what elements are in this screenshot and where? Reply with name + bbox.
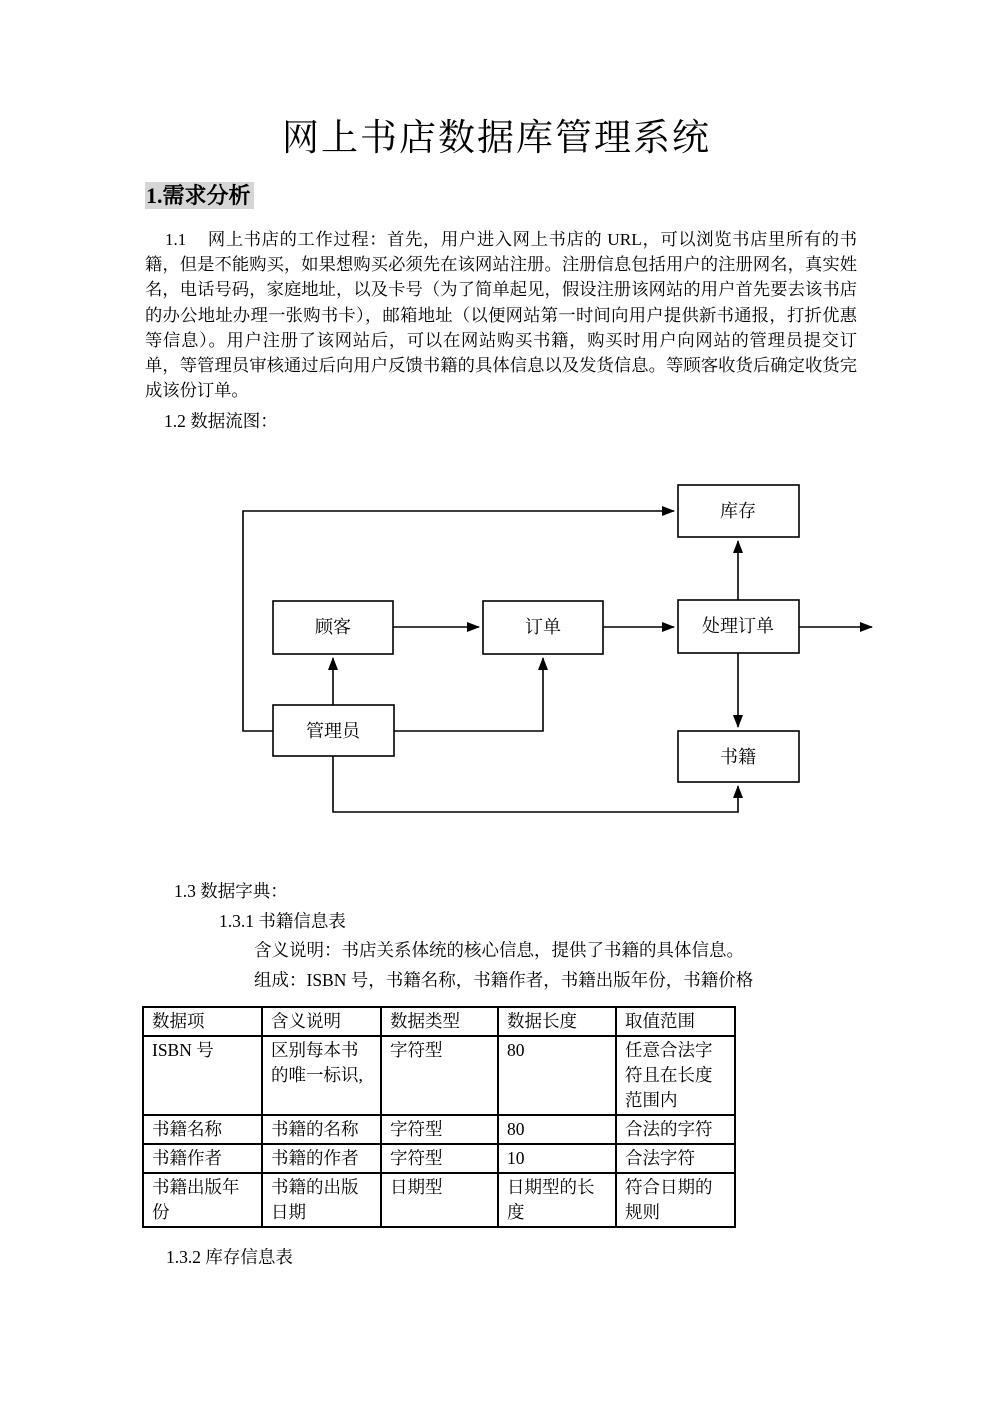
table-row (143, 1144, 735, 1173)
table-cell: 合法的字符 (616, 1115, 735, 1144)
table-cell: 区别每本书的唯一标识, (262, 1036, 381, 1115)
table-cell: 合法字符 (616, 1144, 735, 1173)
table-cell: 字符型 (381, 1115, 498, 1144)
heading-1-2-dataflow: 1.2 数据流图： (164, 411, 278, 431)
table-row (143, 1173, 735, 1227)
document-title: 网上书店数据库管理系统 (282, 118, 711, 159)
diagram-node-process-order (678, 600, 799, 653)
table-cell: 80 (498, 1115, 616, 1144)
paragraph-text: 网上书店的工作过程：首先，用户进入网上书店的 URL，可以浏览书店里所有的书籍，但是不能购买，如果想购买必须先在该网站注册。注册信息包括用户的注册网名，真实姓名，电话号码，家庭地址，以及卡号（为了简单起见，假设注册该网站的用户首先要去该书店的办公地址办理一张购书卡），邮箱地址（以便网站第一时间向用户提供新书通报，打折优惠等信息）。用户注册了该网站后，可以在网站购买书籍，购买时用户向网站的管理员提交订单，等管理员审核通过后向用户反馈书籍的具体信息以及发货信息。等顾客收货后确定收货完成该份订单。 (145, 230, 857, 401)
diagram-node-admin (273, 705, 394, 756)
table-cell: 日期型的长度 (498, 1173, 616, 1227)
table-cell: 10 (498, 1144, 616, 1173)
heading-1-3-dictionary: 1.3 数据字典： (174, 881, 288, 901)
table-header-cell: 数据项 (143, 1007, 262, 1036)
table-cell: 书籍出版年份 (143, 1173, 262, 1227)
table-row (143, 1115, 735, 1144)
diagram-node-inventory (678, 485, 799, 537)
table-cell: 字符型 (381, 1144, 498, 1173)
table-cell: 80 (498, 1036, 616, 1115)
table-cell: 书籍的作者 (262, 1144, 381, 1173)
table-cell: 任意合法字符且在长度范围内 (616, 1036, 735, 1115)
heading-1-3-2-inventory-table: 1.3.2 库存信息表 (166, 1247, 293, 1267)
diagram-node-order (483, 601, 603, 654)
highlighted-heading-text: 1.需求分析 (145, 182, 254, 209)
table-cell: 字符型 (381, 1036, 498, 1115)
table-header-row (143, 1007, 735, 1036)
table-cell: ISBN 号 (143, 1036, 262, 1115)
paragraph-number: 1.1 (165, 230, 187, 249)
table-cell: 书籍名称 (143, 1115, 262, 1144)
diagram-node-customer-label: 顾客 (315, 617, 351, 637)
table-cell: 书籍作者 (143, 1144, 262, 1173)
diagram-node-inventory-label: 库存 (720, 501, 756, 521)
table-cell: 符合日期的规则 (616, 1173, 735, 1227)
heading-1-3-1-book-table: 1.3.1 书籍信息表 (219, 911, 346, 931)
book-info-table (142, 1006, 736, 1228)
table-header-cell: 含义说明 (262, 1007, 381, 1036)
table-cell: 日期型 (381, 1173, 498, 1227)
table-header-cell: 取值范围 (616, 1007, 735, 1036)
composition-line: 组成：ISBN 号，书籍名称，书籍作者，书籍出版年份，书籍价格 (254, 970, 754, 990)
diagram-node-order-label: 订单 (525, 617, 561, 637)
diagram-node-customer (273, 601, 393, 654)
diagram-node-books-label: 书籍 (720, 747, 756, 767)
diagram-node-books (678, 731, 799, 782)
diagram-edge-admin-to-order (394, 658, 543, 731)
diagram-node-admin-label: 管理员 (306, 721, 360, 741)
table-row (143, 1036, 735, 1115)
table-header-cell: 数据类型 (381, 1007, 498, 1036)
table-header-cell: 数据长度 (498, 1007, 616, 1036)
table-cell: 书籍的出版日期 (262, 1173, 381, 1227)
diagram-node-process-order-label: 处理订单 (702, 616, 774, 636)
table-cell: 书籍的名称 (262, 1115, 381, 1144)
meaning-line: 含义说明：书店关系体统的核心信息，提供了书籍的具体信息。 (254, 940, 744, 960)
